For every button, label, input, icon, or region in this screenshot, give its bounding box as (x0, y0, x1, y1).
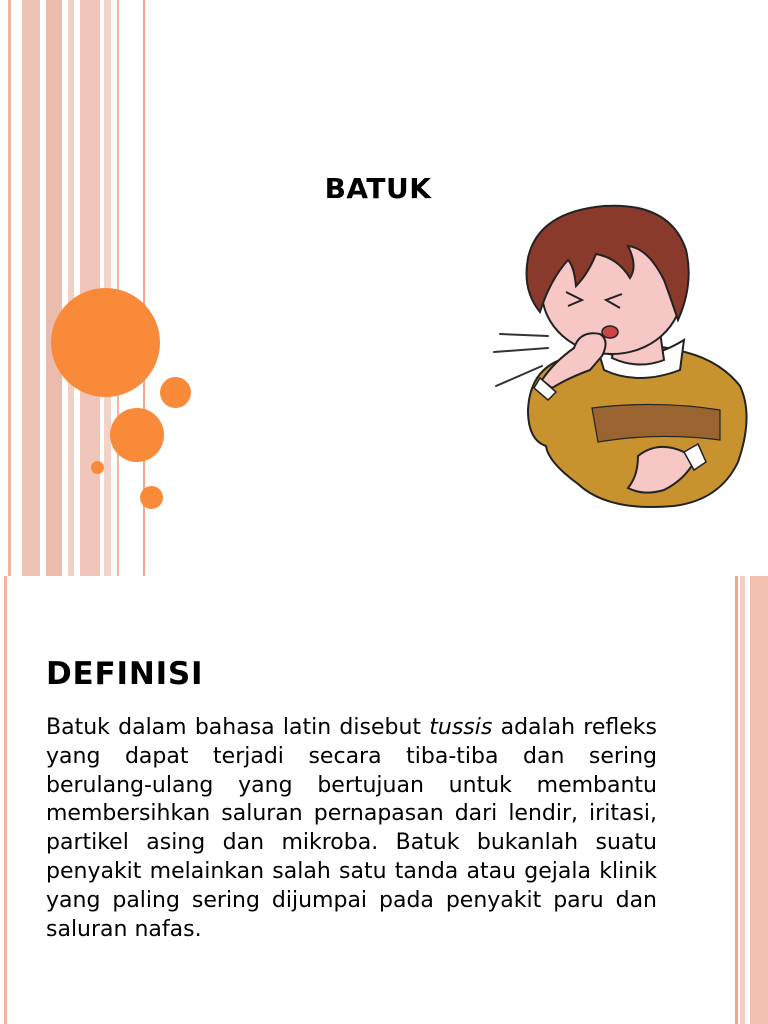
circle-large (51, 288, 160, 397)
circle-small-b (140, 486, 163, 509)
slide-title-text: BATUK (324, 172, 432, 205)
circle-tiny (91, 461, 104, 474)
head (527, 206, 689, 354)
circle-medium (110, 408, 164, 462)
paragraph-text-start: Batuk dalam bahasa latin disebut (46, 715, 430, 740)
slide-definition (0, 576, 768, 1024)
coughing-boy-illustration (488, 200, 756, 510)
definition-paragraph (46, 714, 657, 944)
circle-small-a (160, 377, 191, 408)
section-heading: DEFINISI (46, 656, 204, 692)
paragraph-text-rest: adalah refleks yang dapat terjadi secara tiba-tiba dan sering berulang-ulang yang bertujuan untuk membantu membersihkan saluran pernapasan dari lendir, iritasi, partikel asing dan mikroba. Batuk bukanlah suatu penyakit melainkan salah satu tanda atau gejala klinik yang paling sering dijumpai pada penyakit paru dan saluran nafas. (46, 715, 657, 942)
latin-term: tussis (429, 715, 493, 740)
